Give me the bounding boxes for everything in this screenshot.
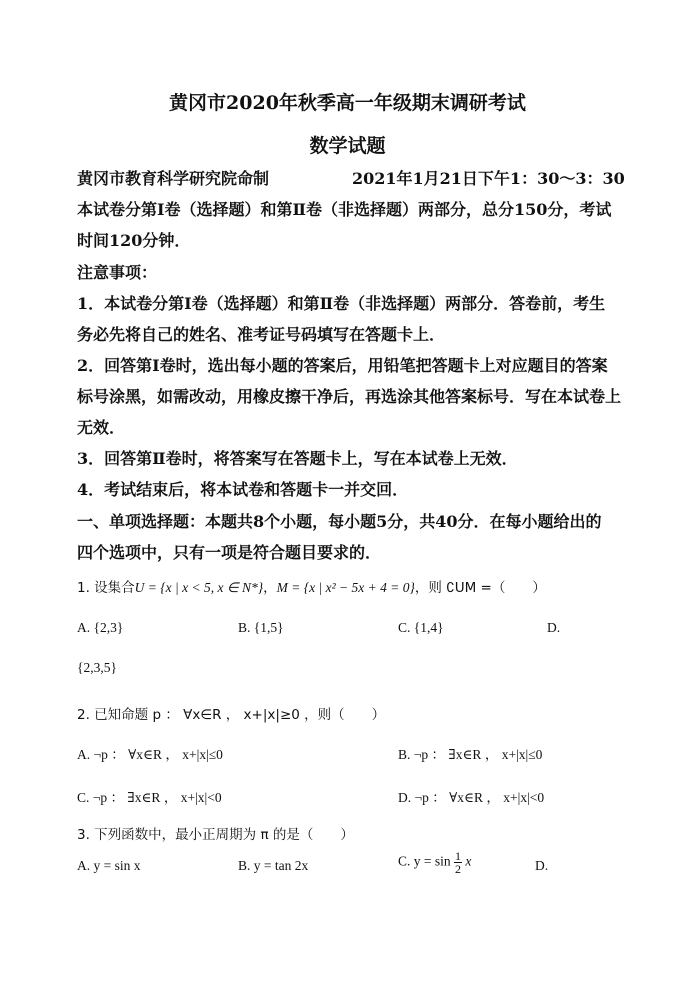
q2-option-b: B. ¬p ： ∃x∈R ， x+|x|≤0 xyxy=(398,747,543,762)
note-line: 无效． xyxy=(77,418,126,437)
fraction-numerator: 1 xyxy=(455,849,461,863)
q1-option-a: A. {2,3} xyxy=(77,620,124,635)
q1-prefix: 1. 设集合 xyxy=(77,580,135,596)
q2-option-c: C. ¬p ： ∃x∈R ， x+|x|<0 xyxy=(77,790,222,805)
q2-option-d: D. ¬p ： ∀x∈R ， x+|x|<0 xyxy=(398,790,545,805)
intro-line-1: 本试卷分第Ⅰ卷（选择题）和第Ⅱ卷（非选择题）两部分，总分150分，考试 xyxy=(77,200,612,219)
section-heading-line-2: 四个选项中，只有一项是符合题目要求的． xyxy=(77,543,382,562)
note-line: 标号涂黑，如需改动，用橡皮擦干净后，再选涂其他答案标号．写在本试卷上 xyxy=(77,387,622,406)
q1-sep: ， xyxy=(263,580,277,596)
fraction-variable: x xyxy=(465,853,472,869)
section-heading-line-1: 一、单项选择题：本题共8个小题，每小题5分，共40分．在每小题给出的 xyxy=(77,512,602,531)
q3-option-c xyxy=(398,850,471,875)
question-1-stem xyxy=(77,576,546,596)
note-line: 务必先将自己的姓名、准考证号码填写在答题卡上． xyxy=(77,325,446,344)
note-line: 2．回答第Ⅰ卷时，选出每小题的答案后，用铅笔把答题卡上对应题目的答案 xyxy=(77,356,608,375)
notes-heading: 注意事项： xyxy=(77,263,158,282)
q1-option-d: D. xyxy=(547,620,561,635)
exam-time: 2021年1月21日下午1：30～3：30 xyxy=(352,169,625,188)
note-line: 4．考试结束后，将本试卷和答题卡一并交回． xyxy=(77,480,409,499)
exam-title: 黄冈市2020年秋季高一年级期末调研考试 xyxy=(169,92,526,114)
q1-option-c: C. {1,4} xyxy=(398,620,444,635)
fraction-one-half xyxy=(454,850,462,875)
question-3-stem: 3. 下列函数中，最小正周期为 π 的是（ ） xyxy=(77,827,354,843)
q3-option-b: B. y = tan 2x xyxy=(238,858,309,873)
fraction-denominator: 2 xyxy=(455,862,461,876)
q2-option-a: A. ¬p ： ∀x∈R ， x+|x|≤0 xyxy=(77,747,223,762)
q3-option-a: A. y = sin x xyxy=(77,858,141,873)
q3-option-c-label: C. y = sin xyxy=(398,853,451,869)
q3-option-d: D. xyxy=(535,858,549,873)
question-2-stem: 2. 已知命题 p ： ∀x∈R ， x+|x|≥0 ，则（ ） xyxy=(77,707,386,723)
q1-set-u: U = {x | x < 5, x ∈ N*} xyxy=(134,580,264,595)
intro-line-2: 时间120分钟． xyxy=(77,231,191,250)
note-line: 3．回答第Ⅱ卷时，将答案写在答题卡上，写在本试卷上无效． xyxy=(77,449,518,468)
issuer-text: 黄冈市教育科学研究院命制 xyxy=(77,169,270,188)
q1-option-d-continued: {2,3,5} xyxy=(77,660,117,675)
exam-subtitle: 数学试题 xyxy=(309,135,386,157)
q1-set-m: M = {x | x² − 5x + 4 = 0} xyxy=(276,580,415,595)
note-line: 1．本试卷分第Ⅰ卷（选择题）和第Ⅱ卷（非选择题）两部分．答卷前，考生 xyxy=(77,294,606,313)
q1-option-b: B. {1,5} xyxy=(238,620,284,635)
q1-suffix: ，则 ∁UM =（ ） xyxy=(414,580,546,596)
